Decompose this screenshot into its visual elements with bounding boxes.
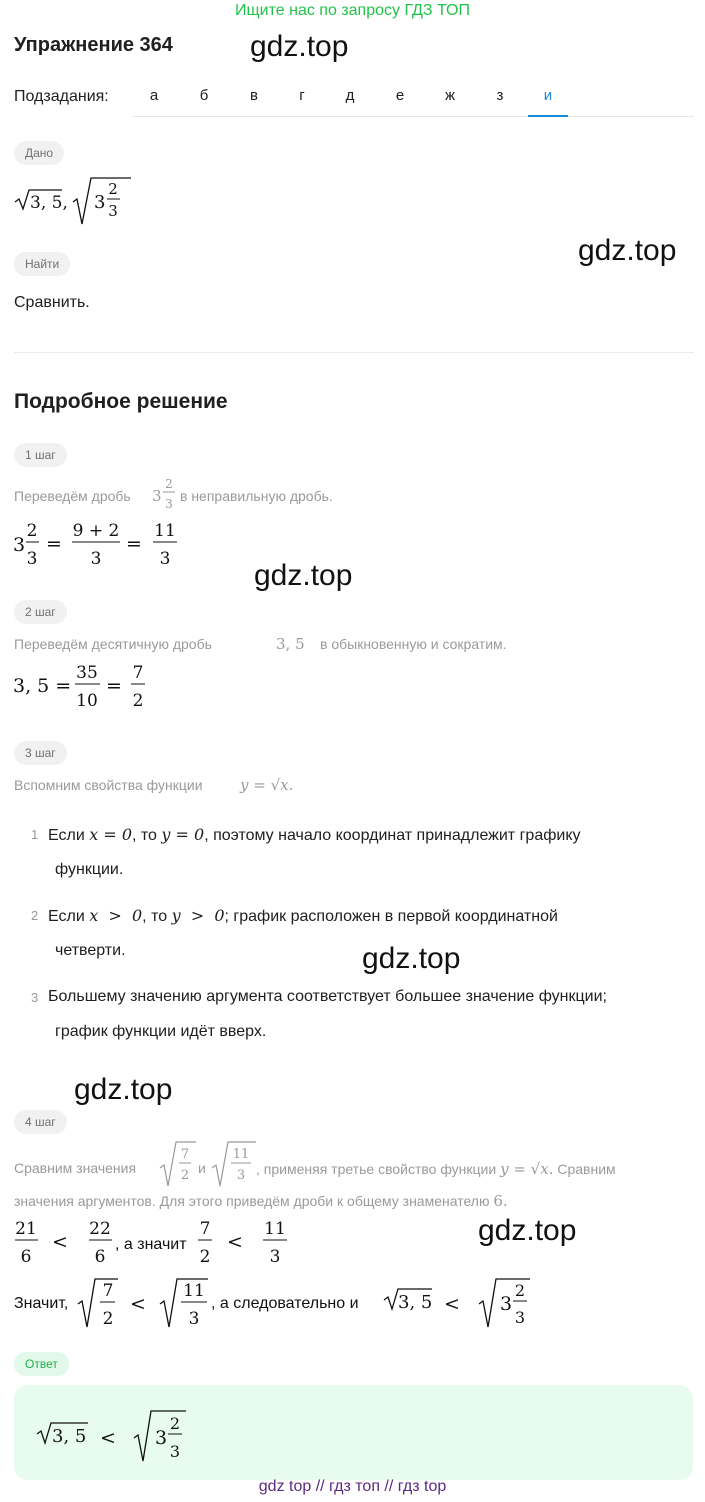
find-text: Сравнить. xyxy=(14,294,90,311)
svg-text:2: 2 xyxy=(514,1281,526,1300)
watermark: gdz.top xyxy=(362,942,461,975)
step-1-formula xyxy=(12,516,192,572)
svg-text:<: < xyxy=(227,1231,243,1253)
svg-text:6: 6 xyxy=(20,1247,32,1267)
svg-text:7: 7 xyxy=(180,1147,190,1162)
svg-text:35: 35 xyxy=(76,663,98,683)
step-2-formula xyxy=(12,656,162,712)
svg-text:3, 5: 3, 5 xyxy=(52,1426,87,1447)
given-expression xyxy=(12,172,132,228)
svg-text:11: 11 xyxy=(232,1147,250,1162)
step-4-text-after: , применяя третье свойство функции y = √x. Сравним xyxy=(256,1160,616,1178)
svg-text:<: < xyxy=(100,1427,116,1449)
svg-text:2: 2 xyxy=(108,180,118,198)
divider xyxy=(14,352,694,353)
answer-pill: Ответ xyxy=(14,1352,69,1376)
svg-text:3: 3 xyxy=(13,534,26,556)
step-2-formula-text: 3, 5 = 35/10 = 7/2 xyxy=(12,656,20,657)
svg-text:11: 11 xyxy=(183,1281,205,1301)
svg-text:11: 11 xyxy=(264,1219,286,1239)
answer-expression xyxy=(34,1404,194,1466)
svg-text:3: 3 xyxy=(155,1427,168,1449)
list-item-1-line1: Если x = 0, то y = 0, поэтому начало координат принадлежит графику xyxy=(48,825,581,844)
list-number: 1 xyxy=(31,827,39,842)
step-2-text-before: Переведём десятичную дробь xyxy=(14,636,212,652)
watermark: gdz.top xyxy=(478,1214,577,1247)
conclusion-prefix: Значит, xyxy=(14,1295,69,1312)
svg-text:=: = xyxy=(126,533,142,555)
list-item-3-line2: график функции идёт вверх. xyxy=(55,1023,267,1040)
step-4-text-mid: и xyxy=(198,1160,206,1176)
page-title: Упражнение 364 xyxy=(14,34,173,56)
svg-text:7: 7 xyxy=(199,1219,211,1239)
svg-text:3: 3 xyxy=(236,1168,246,1183)
tab-a[interactable]: а xyxy=(149,87,159,104)
svg-text:3: 3 xyxy=(269,1247,281,1267)
list-item-2-line2: четверти. xyxy=(55,942,126,959)
step-2-text-after: в обыкновенную и сократим. xyxy=(320,636,507,652)
svg-text:10: 10 xyxy=(76,691,98,711)
svg-text:2: 2 xyxy=(26,521,38,541)
step-1-text-after: в неправильную дробь. xyxy=(180,488,333,504)
tab-zh[interactable]: ж xyxy=(444,87,456,104)
svg-text:<: < xyxy=(52,1231,68,1253)
step-1-formula-text: 3 2/3 = (9 + 2)/3 = 11/3 xyxy=(12,516,23,517)
svg-text:21: 21 xyxy=(15,1219,37,1239)
tab-b[interactable]: б xyxy=(199,87,209,104)
step-2-inline-math: 3, 5 xyxy=(276,635,305,653)
svg-text:3: 3 xyxy=(26,549,38,569)
tab-d[interactable]: д xyxy=(345,87,355,104)
watermark: gdz.top xyxy=(74,1073,173,1106)
svg-text:7: 7 xyxy=(132,663,144,683)
svg-text:3: 3 xyxy=(108,202,118,220)
svg-text:<: < xyxy=(130,1293,146,1315)
svg-text:3, 5 =: 3, 5 = xyxy=(13,675,72,697)
svg-text:3, 5,: 3, 5, xyxy=(30,193,68,213)
find-pill: Найти xyxy=(14,252,70,276)
given-pill: Дано xyxy=(14,141,64,165)
step-4-text-line2: значения аргументов. Для этого приведём дроби к общему знаменателю 6. xyxy=(14,1192,508,1210)
svg-text:2: 2 xyxy=(132,691,144,711)
svg-text:3: 3 xyxy=(500,1293,513,1315)
step-2-pill: 2 шаг xyxy=(14,600,67,624)
step-3-inline-math: y = √x. xyxy=(240,776,294,794)
subtasks-label: Подзадания: xyxy=(14,88,109,105)
list-number: 3 xyxy=(31,990,39,1005)
list-number: 2 xyxy=(31,908,39,923)
svg-text:3: 3 xyxy=(94,192,106,213)
svg-text:2: 2 xyxy=(169,1414,181,1433)
svg-text:2: 2 xyxy=(165,477,173,491)
step-1-pill: 1 шаг xyxy=(14,443,67,467)
svg-text:9 + 2: 9 + 2 xyxy=(72,521,120,541)
svg-text:3: 3 xyxy=(514,1308,526,1327)
given-expr-text: √3,5, √(3 2/3) xyxy=(12,172,18,173)
svg-text:3: 3 xyxy=(159,549,171,569)
step-4-inequality xyxy=(12,1212,312,1272)
search-banner: Ищите нас по запросу ГДЗ ТОП xyxy=(235,2,470,19)
tab-g[interactable]: г xyxy=(299,87,305,104)
subtasks-tabs xyxy=(132,78,694,117)
svg-text:2: 2 xyxy=(180,1168,190,1183)
watermark: gdz.top xyxy=(254,559,353,592)
answer-expr-text: √3,5 < √(3 2/3) xyxy=(34,1404,41,1405)
svg-text:2: 2 xyxy=(102,1309,114,1329)
svg-text:3: 3 xyxy=(188,1309,200,1329)
step-4-text-before: Сравним значения xyxy=(14,1160,137,1176)
conclusion-mid: , а следовательно и xyxy=(211,1295,359,1312)
step-4-sqrt-7-2 xyxy=(158,1138,198,1192)
svg-text:3: 3 xyxy=(90,549,102,569)
watermark: gdz.top xyxy=(250,30,349,63)
svg-text:22: 22 xyxy=(89,1219,111,1239)
list-item-2-line1: Если x > 0, то y > 0; график расположен в первой координатной xyxy=(48,906,558,925)
tab-v[interactable]: в xyxy=(250,87,258,104)
solution-title: Подробное решение xyxy=(14,390,228,413)
svg-text:=: = xyxy=(106,675,122,697)
step-1-inline-fraction xyxy=(150,472,180,518)
step-4-ineq-mid-text: , а значит xyxy=(115,1236,187,1253)
tab-e[interactable]: е xyxy=(395,87,405,104)
step-4-conclusion xyxy=(12,1270,542,1332)
tab-z[interactable]: з xyxy=(496,87,504,104)
svg-text:3: 3 xyxy=(169,1442,181,1461)
svg-text:3: 3 xyxy=(165,497,173,511)
svg-text:7: 7 xyxy=(102,1281,114,1301)
step-4-sqrt-11-3 xyxy=(210,1138,258,1192)
list-item-3-line1: Большему значению аргумента соответствует большее значение функции; xyxy=(48,988,607,1005)
step-3-text-before: Вспомним свойства функции xyxy=(14,777,203,793)
tab-i[interactable]: и xyxy=(528,78,568,117)
footer-text: gdz top // гдз топ // гдз top xyxy=(258,1478,447,1495)
svg-text:3, 5: 3, 5 xyxy=(398,1292,433,1313)
step-4-pill: 4 шаг xyxy=(14,1110,67,1134)
step-1-text-before: Переведём дробь xyxy=(14,488,131,504)
svg-text:=: = xyxy=(46,533,62,555)
svg-text:6: 6 xyxy=(94,1247,106,1267)
step-3-pill: 3 шаг xyxy=(14,741,67,765)
svg-text:2: 2 xyxy=(199,1247,211,1267)
list-item-1-line2: функции. xyxy=(55,861,124,878)
svg-text:<: < xyxy=(444,1293,460,1315)
watermark: gdz.top xyxy=(578,234,677,267)
svg-text:3: 3 xyxy=(152,487,162,505)
svg-text:11: 11 xyxy=(154,521,176,541)
